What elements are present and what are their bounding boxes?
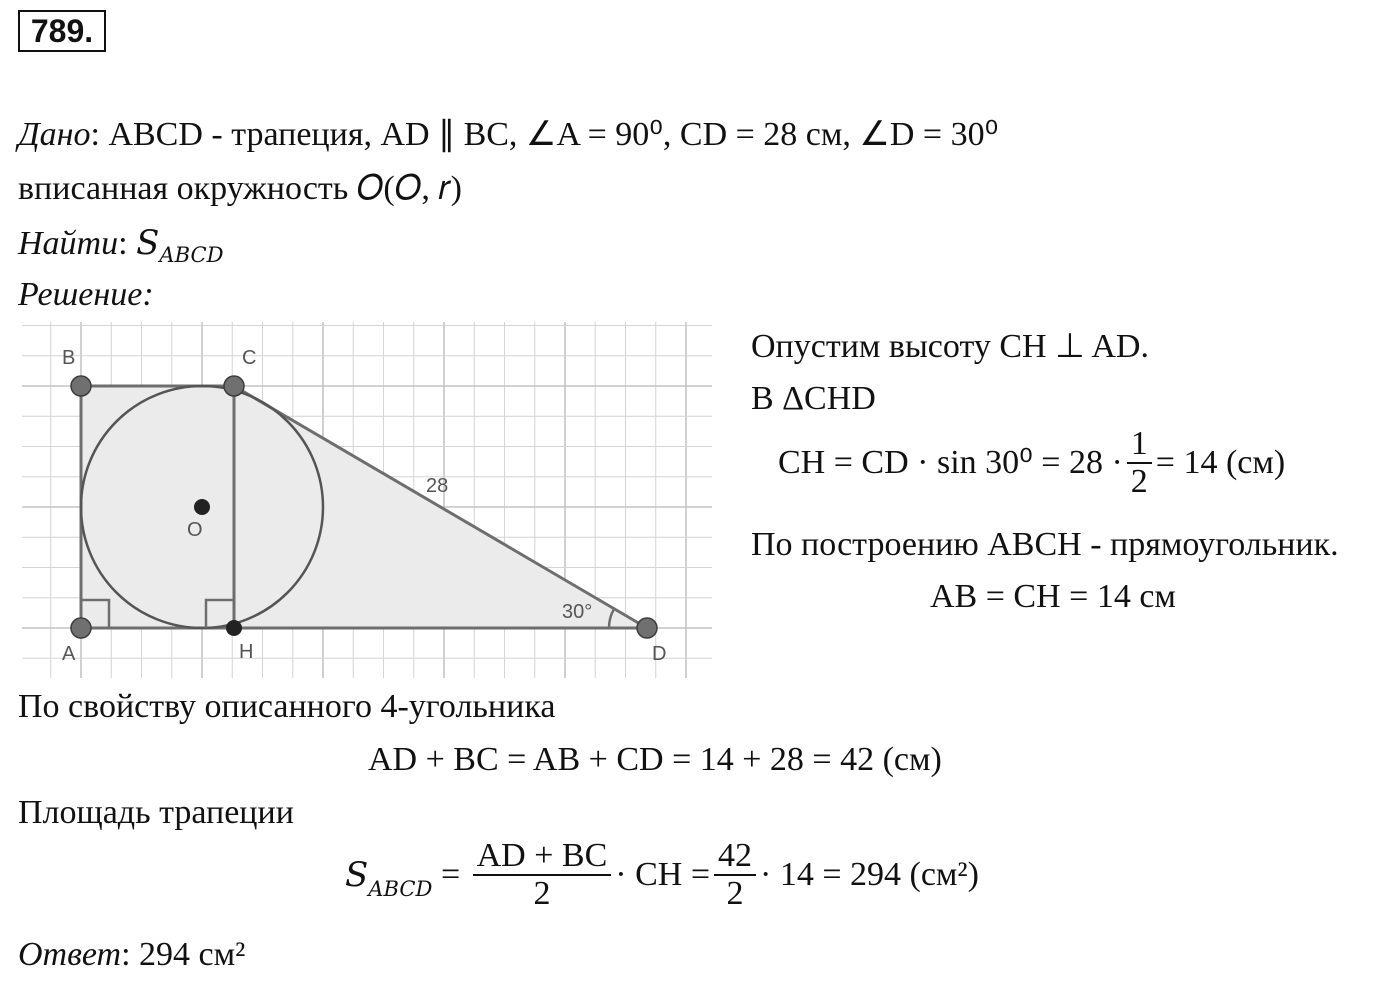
rectangle-text: По построению ABCH - прямоугольник.	[751, 526, 1339, 563]
answer-line	[18, 938, 245, 972]
label-d: D	[652, 643, 667, 665]
triangle-text: В ΔCHD	[751, 380, 876, 417]
fraction-42-den: 2	[726, 874, 744, 912]
area-eq-sign: =	[432, 855, 469, 893]
find-label: Найти	[18, 225, 119, 262]
fraction-42	[714, 838, 756, 911]
property-text: По свойству описанного 4-угольника	[18, 688, 556, 725]
given-text: : ABCD - трапеция, AD ∥ BC, ∠A = 90⁰, CD = 28 см, ∠D = 30⁰	[90, 116, 999, 153]
point-o	[194, 499, 210, 515]
point-a	[71, 618, 91, 638]
area-text: Площадь трапеции	[18, 794, 294, 831]
side-length-label: 28	[426, 475, 449, 497]
find-target: S	[136, 223, 160, 263]
ch-eq-right: = 14 (см)	[1155, 443, 1286, 481]
find-line	[18, 223, 224, 267]
label-b: B	[62, 347, 76, 369]
fraction-42-num: 42	[718, 837, 752, 874]
find-sep: :	[118, 225, 137, 262]
fraction-sum-num: AD + BC	[476, 837, 608, 874]
sum-equation: AD + BC = AB + CD = 14 + 28 = 42 (см)	[368, 741, 942, 778]
point-c	[224, 376, 244, 396]
altitude-text: Опустим высоту CH ⊥ AD.	[751, 328, 1149, 365]
fraction-sum	[473, 838, 612, 911]
find-target-sub: ABCD	[159, 241, 224, 267]
label-c: C	[242, 347, 257, 369]
area-equation	[345, 838, 979, 911]
ch-equation	[778, 426, 1285, 499]
solution-label-text: Решение	[18, 276, 143, 313]
fraction-half-num: 1	[1130, 425, 1148, 462]
angle-label: 30°	[562, 601, 593, 623]
label-o: O	[187, 519, 203, 541]
answer-label: Ответ	[18, 936, 122, 973]
trapezoid-figure	[22, 322, 712, 678]
ab-equation: AB = CH = 14 см	[930, 578, 1176, 615]
label-a: A	[62, 643, 76, 665]
area-mid: · CH =	[615, 855, 710, 893]
problem-number: 789.	[18, 10, 106, 52]
point-d	[637, 618, 657, 638]
point-h	[226, 620, 242, 636]
area-lhs-sub: ABCD	[368, 876, 433, 902]
fraction-half-den: 2	[1130, 462, 1148, 500]
given-circle-line: вписанная окружность 𝑂(𝑂, 𝑟)	[18, 170, 462, 207]
point-b	[71, 376, 91, 396]
solution-label: Решение:	[18, 276, 154, 313]
area-rest: · 14 = 294 (см²)	[760, 855, 979, 893]
fraction-sum-den: 2	[533, 874, 551, 912]
fraction-half	[1127, 426, 1152, 499]
ch-eq-left: CH = CD · sin 30⁰ = 28 ·	[778, 443, 1123, 481]
answer-value: : 294 см²	[121, 936, 246, 973]
given-label: Дано	[18, 116, 91, 153]
given-line	[18, 118, 998, 152]
label-h: H	[239, 641, 254, 663]
area-lhs: S	[345, 854, 369, 895]
